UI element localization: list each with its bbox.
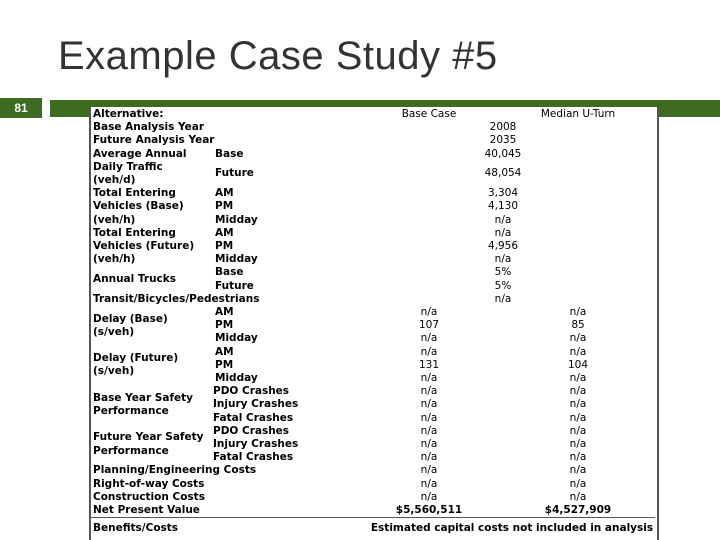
slide-title: Example Case Study #5 xyxy=(58,34,498,78)
label-transit: Transit/Bicycles/Pedestrians xyxy=(93,293,260,305)
value-te-future-am: n/a xyxy=(494,227,512,239)
label-te-future-3: (veh/h) xyxy=(93,253,136,265)
label-safety-future-1: Future Year Safety xyxy=(93,431,204,443)
label-safety-future-2: Performance xyxy=(93,445,169,457)
sublabel-delay-future-pm: PM xyxy=(215,359,234,371)
label-aadt-1: Average Annual xyxy=(93,148,187,160)
sublabel-sb-pdo: PDO Crashes xyxy=(213,385,290,397)
value-transit: n/a xyxy=(494,293,512,305)
mut-sf-fatal: n/a xyxy=(569,451,587,463)
sublabel-sb-fatal: Fatal Crashes xyxy=(213,412,294,424)
label-delay-base-1: Delay (Base) xyxy=(93,313,168,325)
base-row: n/a xyxy=(420,478,438,490)
mut-delay-future-pm: 104 xyxy=(567,359,589,371)
base-delay-base-am: n/a xyxy=(420,306,438,318)
base-sb-injury: n/a xyxy=(420,398,438,410)
label-alternative: Alternative: xyxy=(93,108,164,120)
footer-note: Estimated capital costs not included in analysis xyxy=(370,522,654,534)
mut-planning: n/a xyxy=(569,464,587,476)
mut-sb-injury: n/a xyxy=(569,398,587,410)
mut-sf-injury: n/a xyxy=(569,438,587,450)
base-delay-future-midday: n/a xyxy=(420,372,438,384)
sublabel-te-base-am: AM xyxy=(215,187,234,199)
header-base-case: Base Case xyxy=(401,108,457,120)
base-delay-future-am: n/a xyxy=(420,346,438,358)
label-row-costs: Right-of-way Costs xyxy=(93,478,205,490)
label-te-future-1: Total Entering xyxy=(93,227,176,239)
mut-sf-pdo: n/a xyxy=(569,425,587,437)
mut-sb-fatal: n/a xyxy=(569,412,587,424)
label-aadt-2: Daily Traffic xyxy=(93,161,163,173)
label-te-base-2: Vehicles (Base) xyxy=(93,200,184,212)
sublabel-aadt-future: Future xyxy=(215,167,254,179)
sublabel-te-future-am: AM xyxy=(215,227,234,239)
sublabel-sb-injury: Injury Crashes xyxy=(213,398,299,410)
value-te-future-pm: 4,956 xyxy=(487,240,519,252)
value-base-year: 2008 xyxy=(489,121,517,133)
mut-row: n/a xyxy=(569,478,587,490)
value-aadt-base: 40,045 xyxy=(484,148,522,160)
label-npv: Net Present Value xyxy=(93,504,200,516)
base-construction: n/a xyxy=(420,491,438,503)
sublabel-trucks-base: Base xyxy=(215,266,244,278)
sublabel-sf-pdo: PDO Crashes xyxy=(213,425,290,437)
sublabel-delay-base-midday: Midday xyxy=(215,332,258,344)
value-te-base-am: 3,304 xyxy=(487,187,519,199)
mut-delay-future-am: n/a xyxy=(569,346,587,358)
label-future-year: Future Analysis Year xyxy=(93,134,215,146)
base-sf-injury: n/a xyxy=(420,438,438,450)
base-sf-fatal: n/a xyxy=(420,451,438,463)
mut-delay-future-midday: n/a xyxy=(569,372,587,384)
base-delay-base-midday: n/a xyxy=(420,332,438,344)
label-delay-future-1: Delay (Future) xyxy=(93,352,179,364)
label-construction-costs: Construction Costs xyxy=(93,491,205,503)
base-delay-base-pm: 107 xyxy=(418,319,440,331)
sublabel-delay-base-pm: PM xyxy=(215,319,234,331)
sublabel-sf-fatal: Fatal Crashes xyxy=(213,451,294,463)
value-future-year: 2035 xyxy=(489,134,517,146)
base-sf-pdo: n/a xyxy=(420,425,438,437)
label-planning-costs: Planning/Engineering Costs xyxy=(93,464,257,476)
label-delay-base-2: (s/veh) xyxy=(93,326,135,338)
mut-construction: n/a xyxy=(569,491,587,503)
value-aadt-future: 48,054 xyxy=(484,167,522,179)
label-benefits-costs: Benefits/Costs xyxy=(93,522,179,534)
value-te-base-pm: 4,130 xyxy=(487,200,519,212)
label-aadt-3: (veh/d) xyxy=(93,174,136,186)
sublabel-aadt-base: Base xyxy=(215,148,244,160)
sublabel-te-future-midday: Midday xyxy=(215,253,258,265)
label-delay-future-2: (s/veh) xyxy=(93,365,135,377)
base-npv: $5,560,511 xyxy=(395,504,463,516)
sublabel-trucks-future: Future xyxy=(215,280,254,292)
sublabel-delay-base-am: AM xyxy=(215,306,234,318)
label-te-future-2: Vehicles (Future) xyxy=(93,240,195,252)
header-median-uturn: Median U-Turn xyxy=(540,108,616,120)
mut-sb-pdo: n/a xyxy=(569,385,587,397)
base-delay-future-pm: 131 xyxy=(418,359,440,371)
sublabel-te-future-pm: PM xyxy=(215,240,234,252)
table-separator xyxy=(91,517,655,518)
value-trucks-base: 5% xyxy=(494,266,512,278)
base-planning: n/a xyxy=(420,464,438,476)
mut-delay-base-midday: n/a xyxy=(569,332,587,344)
label-base-year: Base Analysis Year xyxy=(93,121,205,133)
mut-npv: $4,527,909 xyxy=(544,504,612,516)
sublabel-delay-future-am: AM xyxy=(215,346,234,358)
mut-delay-base-pm: 85 xyxy=(571,319,585,331)
label-safety-base-2: Performance xyxy=(93,405,169,417)
value-trucks-future: 5% xyxy=(494,280,512,292)
sublabel-delay-future-midday: Midday xyxy=(215,372,258,384)
value-te-base-midday: n/a xyxy=(494,214,512,226)
label-annual-trucks: Annual Trucks xyxy=(93,273,177,285)
sublabel-te-base-pm: PM xyxy=(215,200,234,212)
label-te-base-3: (veh/h) xyxy=(93,214,136,226)
mut-delay-base-am: n/a xyxy=(569,306,587,318)
sublabel-te-base-midday: Midday xyxy=(215,214,258,226)
label-safety-base-1: Base Year Safety xyxy=(93,392,193,404)
value-te-future-midday: n/a xyxy=(494,253,512,265)
base-sb-fatal: n/a xyxy=(420,412,438,424)
base-sb-pdo: n/a xyxy=(420,385,438,397)
slide-number: 81 xyxy=(0,98,42,118)
label-te-base-1: Total Entering xyxy=(93,187,176,199)
sublabel-sf-injury: Injury Crashes xyxy=(213,438,299,450)
